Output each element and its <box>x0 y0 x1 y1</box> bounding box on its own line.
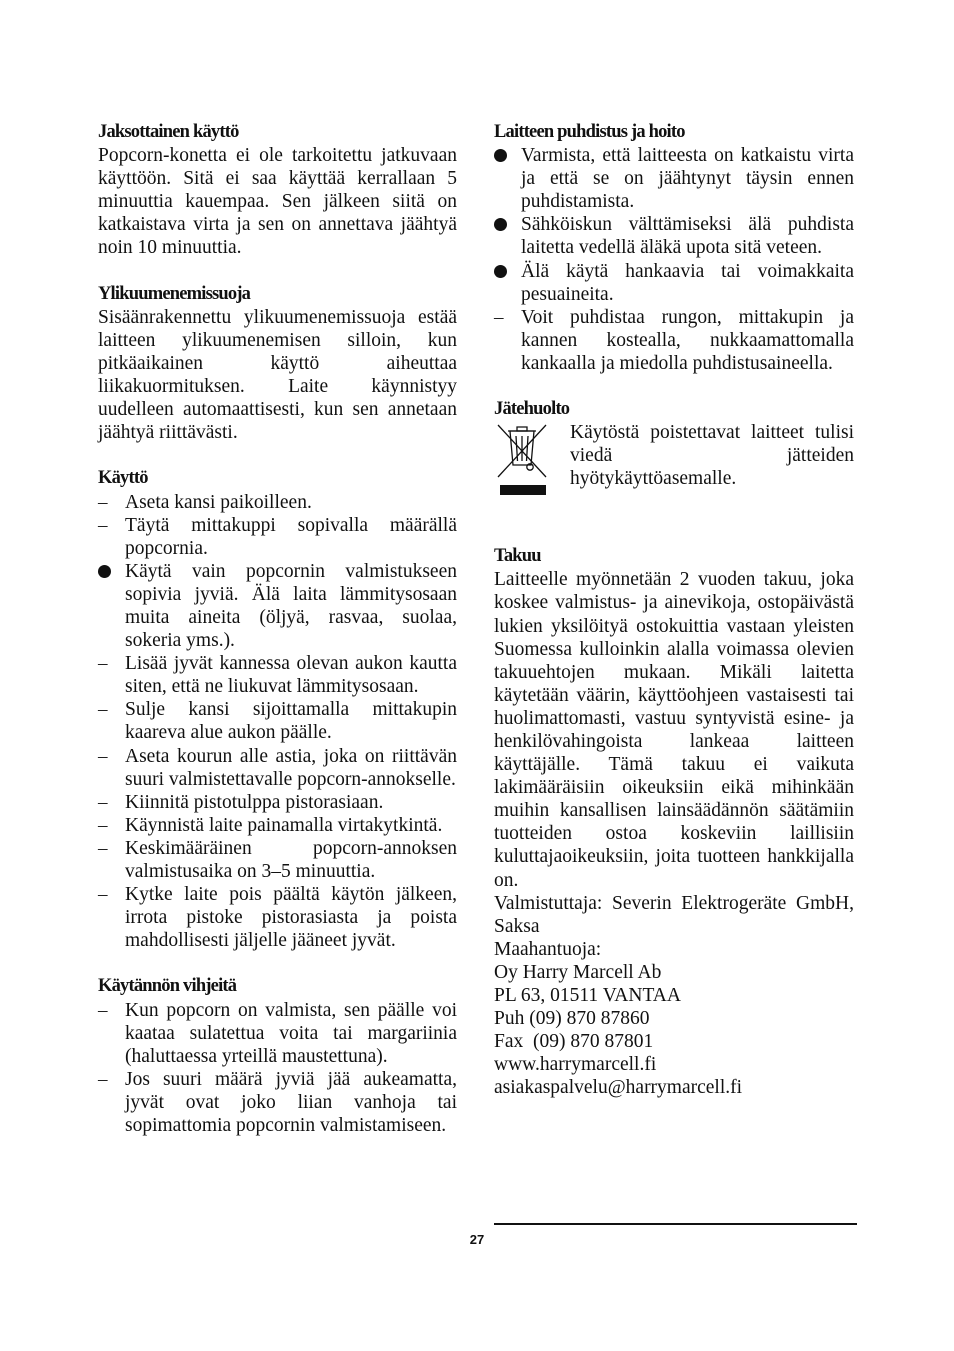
list-item <box>494 306 854 375</box>
list-marker <box>494 144 514 168</box>
contact-line: Maahantuoja: <box>494 938 602 960</box>
list-item <box>98 652 457 698</box>
list-marker: – <box>98 514 108 536</box>
list-item <box>98 791 457 814</box>
page-number: 27 <box>469 1232 485 1247</box>
crossed-out-wheelie-bin-icon <box>494 421 552 499</box>
bullet-dot <box>494 149 507 162</box>
list-marker <box>98 560 118 584</box>
list-item-text: Käynnistä laite painamalla virtakytkintä. <box>125 814 443 836</box>
section-heading: Käyttö <box>98 468 148 489</box>
section-intermittent-use <box>98 121 457 260</box>
contact-line: Fax (09) 870 87801 <box>494 1031 654 1053</box>
list-item <box>494 213 854 259</box>
list-marker: – <box>494 306 504 328</box>
bullet-dot <box>98 565 111 578</box>
section-cleaning-care <box>494 121 854 375</box>
section-overheat-protection <box>98 283 457 445</box>
list-item <box>98 999 457 1068</box>
list-item <box>98 1068 457 1137</box>
list-marker: – <box>98 491 108 513</box>
right-column <box>494 121 854 1123</box>
list-marker: – <box>98 653 108 675</box>
list-item <box>98 514 457 560</box>
section-heading: Ylikuumenemissuoja <box>98 283 251 304</box>
section-practical-tips <box>98 975 457 1137</box>
list-marker: – <box>98 999 108 1021</box>
section-waste-disposal <box>494 398 854 499</box>
list-item-text: Käytä vain popcornin valmistukseen sopivia jyviä. Älä laita lämmitysosaan muita aineita (öljyä, rasvaa, suolaa, sokeria yms.). <box>125 560 457 652</box>
list-item-text: Älä käytä hankaavia tai voimakkaita pesuaineita. <box>521 260 854 305</box>
section-text: Popcorn-konetta ei ole tarkoitettu jatkuvaan käyttöön. Sitä ei saa käyttää kerrallaan 5 minuuttia kauempaa. Sen jälkeen siitä on katkaistava virta ja sen on annettava jäähtyä noin 10 minuuttia. <box>98 145 457 259</box>
left-column <box>98 121 457 1160</box>
list-item-text: Keskimääräinen popcorn-annoksen valmistusaika on 3–5 minuuttia. <box>125 837 457 882</box>
usage-list <box>98 491 457 953</box>
email-link[interactable]: asiakaspalvelu@harrymarcell.fi <box>494 1077 743 1099</box>
list-item <box>98 698 457 744</box>
disposal-text: Käytöstä poistettavat laitteet tulisi viedä jätteiden hyötykäyttöasemalle. <box>570 422 854 490</box>
list-item-text: Täytä mittakuppi sopivalla määrällä popcornia. <box>125 514 457 559</box>
section-heading: Takuu <box>494 546 541 567</box>
list-item <box>494 144 854 213</box>
contact-line: PL 63, 01511 VANTAA <box>494 985 681 1006</box>
list-marker: – <box>98 745 108 767</box>
list-item-text: Voit puhdistaa rungon, mittakupin ja kannen kostealla, nukkaamattomalla kankaalla ja miedolla puhdistusaineella. <box>521 306 854 374</box>
section-warranty <box>494 545 854 1099</box>
contact-line: Puh (09) 870 87860 <box>494 1008 650 1030</box>
bullet-dot <box>494 265 507 278</box>
section-heading: Laitteen puhdistus ja hoito <box>494 122 685 142</box>
list-item-text: Aseta kansi paikoilleen. <box>125 491 312 513</box>
cleaning-list <box>494 144 854 375</box>
section-usage <box>98 467 457 952</box>
warranty-text: Laitteelle myönnetään 2 vuoden takuu, joka koskee valmistus- ja ainevikoja, ostopäivästä lukien yksilöityä ostokuittia vastaan yleisten Suomessa kulloinkin alalla voimassa olevien takuuehtojen mukaan. Mikäli laitetta käytetään väärin, käyttöohjeen vastaisesti tai huolimattomasti, vastuu syntyvistä esine- ja henkilövahingoista lankeaa laitteen käyttäjälle. Tämä takuu ei vaikuta lakimääräisiin oikeuksiin eikä mihinkään muihin kansallisen lainsäädännön säätämiin tuotteiden ostoa koskeviin laillisiin kuluttajaoikeuksiin, joita tuotteen hankkijalla on. <box>494 569 854 891</box>
list-item-text: Sähköiskun välttämiseksi älä puhdista laitetta vedellä äläkä upota sitä veteen. <box>521 214 854 259</box>
bullet-dot <box>494 218 507 231</box>
list-item <box>98 560 457 652</box>
list-marker: – <box>98 884 108 906</box>
list-item <box>98 491 457 514</box>
list-item-text: Jos suuri määrä jyviä jää aukeamatta, jyvät ovat joko liian vanhoja tai sopimattomia popcornin valmistamiseen. <box>125 1068 457 1137</box>
footer-divider <box>494 1223 857 1225</box>
list-item <box>98 745 457 791</box>
list-marker: – <box>98 1068 108 1090</box>
contact-line: Oy Harry Marcell Ab <box>494 961 662 983</box>
website-link[interactable]: www.harrymarcell.fi <box>494 1054 657 1076</box>
list-item-text: Kiinnitä pistotulppa pistorasiaan. <box>125 791 384 813</box>
disposal-row <box>494 421 854 499</box>
section-text: Sisäänrakennettu ylikuumenemissuoja estää laitteen ylikuumenemisen silloin, kun pitkäaikainen käyttö aiheuttaa liikakuormituksen. Laite käynnistyy uudelleen automaattisesti, kun sen annetaan jäähtyä riittävästi. <box>98 306 457 444</box>
tips-list <box>98 999 457 1138</box>
list-item-text: Lisää jyvät kannessa olevan aukon kautta siten, että ne liukuvat lämmitysosaan. <box>125 653 457 698</box>
list-marker: – <box>98 791 108 813</box>
list-item <box>98 837 457 883</box>
list-item-text: Varmista, että laitteesta on katkaistu virta ja että se on jäähtynyt täysin ennen puhdistamista. <box>521 145 854 213</box>
list-item <box>98 883 457 952</box>
list-marker: – <box>98 814 108 836</box>
list-item-text: Kytke laite pois päältä käytön jälkeen, irrota pistoke pistorasiasta ja poista mahdollisesti jäljelle jääneet jyvät. <box>125 884 457 952</box>
list-item-text: Aseta kourun alle astia, joka on riittävän suuri valmistettavalle popcorn-annokselle. <box>125 745 457 790</box>
list-marker: – <box>98 837 108 859</box>
list-item-text: Kun popcorn on valmista, sen päälle voi kaataa sulatettua voita tai margariinia (haluttaessa yrteillä maustettuna). <box>125 999 457 1067</box>
section-heading: Käytännön vihjeitä <box>98 976 237 997</box>
list-marker <box>494 213 514 237</box>
manufacturer-text: Valmistuttaja: Severin Elektrogeräte GmbH, Saksa <box>494 892 854 937</box>
list-item <box>494 260 854 306</box>
list-item-text: Sulje kansi sijoittamalla mittakupin kaareva alue aukon päälle. <box>125 699 457 744</box>
section-heading: Jätehuolto <box>494 399 570 420</box>
list-marker: – <box>98 699 108 721</box>
list-marker <box>494 260 514 284</box>
section-heading: Jaksottainen käyttö <box>98 122 239 142</box>
list-item <box>98 814 457 837</box>
